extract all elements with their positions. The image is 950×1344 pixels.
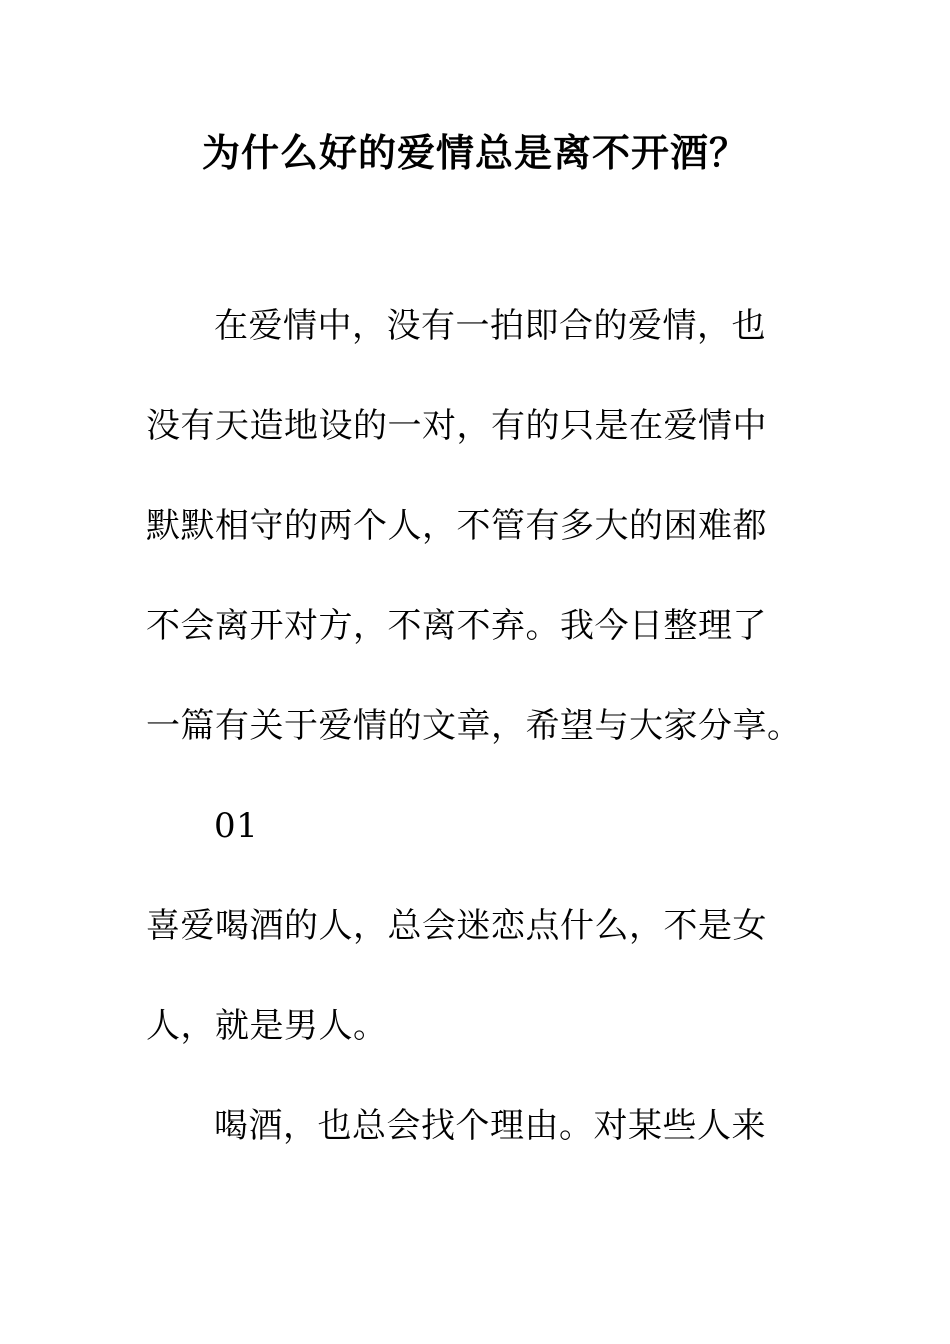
body-line: 没有天造地设的一对，有的只是在爱情中 (146, 406, 767, 446)
body-line: 一篇有关于爱情的文章，希望与大家分享。 (146, 706, 802, 746)
body-line: 在爱情中，没有一拍即合的爱情，也 (214, 306, 766, 346)
section-number: 01 (214, 806, 259, 846)
body-line: 不会离开对方，不离不弃。我今日整理了 (146, 606, 767, 646)
page-title: 为什么好的爱情总是离不开酒？ (201, 131, 748, 175)
body-line: 喝酒，也总会找个理由。对某些人来 (214, 1106, 766, 1146)
body-line: 喜爱喝酒的人，总会迷恋点什么，不是女 (146, 906, 767, 946)
body-line: 默默相守的两个人，不管有多大的困难都 (146, 506, 767, 546)
body-line: 人，就是男人。 (146, 1006, 388, 1046)
